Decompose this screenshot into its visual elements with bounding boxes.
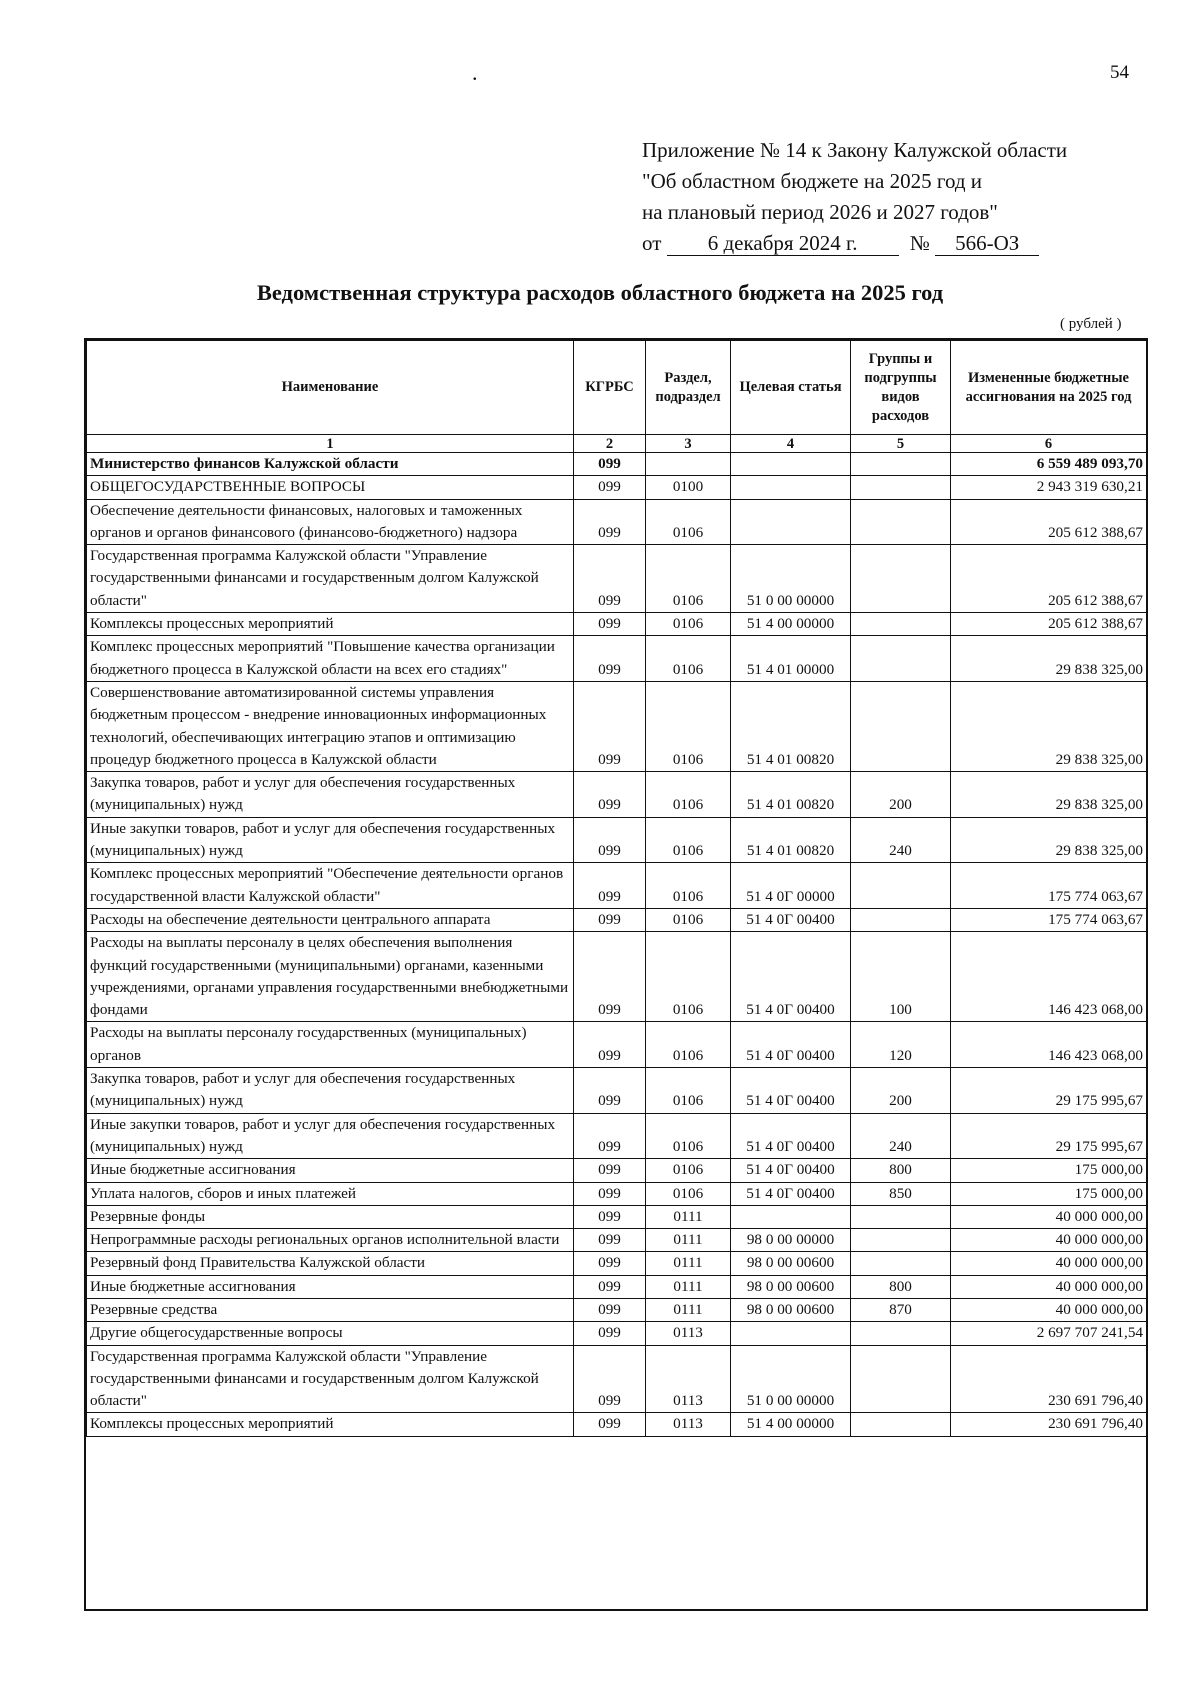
row-section: 0106: [646, 499, 731, 545]
table-row: [87, 1413, 1147, 1436]
row-amount: 40 000 000,00: [951, 1252, 1147, 1275]
row-section: 0113: [646, 1413, 731, 1436]
column-number: 2: [574, 435, 646, 453]
row-group: 240: [851, 817, 951, 863]
row-kgrbs: 099: [574, 1298, 646, 1321]
row-kgrbs: 099: [574, 499, 646, 545]
row-amount: 29 175 995,67: [951, 1113, 1147, 1159]
row-group: [851, 636, 951, 682]
row-section: 0111: [646, 1205, 731, 1228]
row-group: [851, 1252, 951, 1275]
row-kgrbs: 099: [574, 863, 646, 909]
table-row: [87, 1113, 1147, 1159]
table-row: [87, 499, 1147, 545]
row-target: 51 4 0Г 00000: [731, 863, 851, 909]
column-number: 6: [951, 435, 1147, 453]
row-target: 51 0 00 00000: [731, 1345, 851, 1413]
row-target: 98 0 00 00600: [731, 1298, 851, 1321]
row-section: 0111: [646, 1252, 731, 1275]
row-target: 51 4 01 00820: [731, 681, 851, 771]
table-row: [87, 1022, 1147, 1068]
column-number: 3: [646, 435, 731, 453]
row-group: [851, 1205, 951, 1228]
table-row: [87, 545, 1147, 613]
row-name: Расходы на обеспечение деятельности центрального аппарата: [87, 908, 574, 931]
row-kgrbs: 099: [574, 817, 646, 863]
row-amount: 205 612 388,67: [951, 499, 1147, 545]
row-kgrbs: 099: [574, 1159, 646, 1182]
row-section: 0106: [646, 932, 731, 1022]
row-group: [851, 1413, 951, 1436]
table-row: [87, 772, 1147, 818]
row-section: 0113: [646, 1345, 731, 1413]
appendix-line-3: на плановый период 2026 и 2027 годов": [642, 200, 998, 224]
row-section: 0106: [646, 545, 731, 613]
row-name: Другие общегосударственные вопросы: [87, 1322, 574, 1345]
row-name: Иные закупки товаров, работ и услуг для обеспечения государственных (муниципальных) нужд: [87, 1113, 574, 1159]
row-target: 98 0 00 00600: [731, 1275, 851, 1298]
row-name: Комплекс процессных мероприятий "Обеспечение деятельности органов государственной власти Калужской области": [87, 863, 574, 909]
row-group: [851, 613, 951, 636]
appendix-line-2: "Об областном бюджете на 2025 год и: [642, 169, 983, 193]
row-group: 200: [851, 772, 951, 818]
row-group: [851, 453, 951, 476]
row-name: Комплексы процессных мероприятий: [87, 1413, 574, 1436]
row-amount: 2 697 707 241,54: [951, 1322, 1147, 1345]
row-amount: 205 612 388,67: [951, 545, 1147, 613]
table-row: [87, 1182, 1147, 1205]
row-name: ОБЩЕГОСУДАРСТВЕННЫЕ ВОПРОСЫ: [87, 476, 574, 499]
row-name: Расходы на выплаты персоналу государственных (муниципальных) органов: [87, 1022, 574, 1068]
row-name: Министерство финансов Калужской области: [87, 453, 574, 476]
row-target: 51 4 0Г 00400: [731, 932, 851, 1022]
row-section: 0100: [646, 476, 731, 499]
row-amount: 29 838 325,00: [951, 817, 1147, 863]
row-group: 800: [851, 1159, 951, 1182]
row-section: 0106: [646, 1159, 731, 1182]
row-name: Резервные фонды: [87, 1205, 574, 1228]
row-amount: 29 838 325,00: [951, 636, 1147, 682]
row-kgrbs: 099: [574, 1182, 646, 1205]
row-target: [731, 1205, 851, 1228]
row-kgrbs: 099: [574, 908, 646, 931]
budget-table: [86, 340, 1147, 1437]
table-body: [87, 453, 1147, 1437]
row-name: Государственная программа Калужской области "Управление государственными финансами и государственным долгом Калужской области": [87, 545, 574, 613]
row-name: Совершенствование автоматизированной системы управления бюджетным процессом - внедрение инновационных информационных технологий, обеспечивающих интеграцию этапов и оптимизацию процедур бюджетного процесса в Калужской области: [87, 681, 574, 771]
law-date: 6 декабря 2024 г.: [667, 231, 899, 256]
row-target: 98 0 00 00000: [731, 1229, 851, 1252]
row-amount: 205 612 388,67: [951, 613, 1147, 636]
table-row: [87, 636, 1147, 682]
row-group: [851, 863, 951, 909]
column-number-row: [87, 435, 1147, 453]
row-amount: 29 838 325,00: [951, 772, 1147, 818]
row-section: 0106: [646, 636, 731, 682]
row-amount: 175 000,00: [951, 1159, 1147, 1182]
row-kgrbs: 099: [574, 1229, 646, 1252]
row-target: 51 4 0Г 00400: [731, 1068, 851, 1114]
row-target: [731, 476, 851, 499]
row-name: Иные бюджетные ассигнования: [87, 1159, 574, 1182]
row-group: [851, 1322, 951, 1345]
row-amount: 29 175 995,67: [951, 1068, 1147, 1114]
row-kgrbs: 099: [574, 932, 646, 1022]
row-kgrbs: 099: [574, 636, 646, 682]
row-section: 0106: [646, 613, 731, 636]
table-row: [87, 453, 1147, 476]
table-row: [87, 1205, 1147, 1228]
row-name: Иные закупки товаров, работ и услуг для обеспечения государственных (муниципальных) нужд: [87, 817, 574, 863]
row-target: [731, 499, 851, 545]
row-name: Обеспечение деятельности финансовых, налоговых и таможенных органов и органов финансового (финансово-бюджетного) надзора: [87, 499, 574, 545]
row-target: 51 4 0Г 00400: [731, 1182, 851, 1205]
table-row: [87, 817, 1147, 863]
law-number: 566-ОЗ: [935, 231, 1039, 256]
row-section: 0111: [646, 1298, 731, 1321]
row-amount: 40 000 000,00: [951, 1205, 1147, 1228]
row-kgrbs: 099: [574, 1413, 646, 1436]
row-amount: 146 423 068,00: [951, 932, 1147, 1022]
row-section: 0106: [646, 1068, 731, 1114]
row-kgrbs: 099: [574, 681, 646, 771]
row-amount: 29 838 325,00: [951, 681, 1147, 771]
row-name: Комплексы процессных мероприятий: [87, 613, 574, 636]
row-kgrbs: 099: [574, 613, 646, 636]
currency-unit: ( рублей ): [1060, 316, 1122, 332]
table-row: [87, 1275, 1147, 1298]
row-target: 51 4 0Г 00400: [731, 1159, 851, 1182]
row-amount: 2 943 319 630,21: [951, 476, 1147, 499]
row-amount: 40 000 000,00: [951, 1229, 1147, 1252]
row-kgrbs: 099: [574, 1252, 646, 1275]
row-amount: 175 774 063,67: [951, 863, 1147, 909]
table-row: [87, 1229, 1147, 1252]
header-section: Раздел, подраздел: [646, 341, 731, 435]
table-row: [87, 908, 1147, 931]
row-kgrbs: 099: [574, 1275, 646, 1298]
row-group: 120: [851, 1022, 951, 1068]
row-group: 100: [851, 932, 951, 1022]
row-target: [731, 453, 851, 476]
row-section: 0106: [646, 681, 731, 771]
column-number: 1: [87, 435, 574, 453]
row-name: Закупка товаров, работ и услуг для обеспечения государственных (муниципальных) нужд: [87, 1068, 574, 1114]
row-section: 0106: [646, 772, 731, 818]
row-target: 51 4 01 00000: [731, 636, 851, 682]
table-row: [87, 1159, 1147, 1182]
row-section: 0111: [646, 1275, 731, 1298]
row-kgrbs: 099: [574, 1113, 646, 1159]
row-target: [731, 1322, 851, 1345]
row-group: 850: [851, 1182, 951, 1205]
row-amount: 230 691 796,40: [951, 1345, 1147, 1413]
row-kgrbs: 099: [574, 1322, 646, 1345]
row-amount: 40 000 000,00: [951, 1298, 1147, 1321]
row-group: [851, 1229, 951, 1252]
appendix-header: [642, 135, 1067, 259]
header-name: Наименование: [87, 341, 574, 435]
row-name: Уплата налогов, сборов и иных платежей: [87, 1182, 574, 1205]
row-target: 51 4 0Г 00400: [731, 1113, 851, 1159]
number-label: №: [909, 231, 930, 255]
row-name: Резервный фонд Правительства Калужской области: [87, 1252, 574, 1275]
table-row: [87, 863, 1147, 909]
column-number: 4: [731, 435, 851, 453]
row-kgrbs: 099: [574, 1022, 646, 1068]
row-kgrbs: 099: [574, 772, 646, 818]
row-name: Государственная программа Калужской области "Управление государственными финансами и государственным долгом Калужской области": [87, 1345, 574, 1413]
row-section: [646, 453, 731, 476]
row-section: 0106: [646, 1182, 731, 1205]
row-kgrbs: 099: [574, 476, 646, 499]
row-target: 98 0 00 00600: [731, 1252, 851, 1275]
row-target: 51 4 01 00820: [731, 817, 851, 863]
table-row: [87, 932, 1147, 1022]
table-row: [87, 613, 1147, 636]
row-kgrbs: 099: [574, 1345, 646, 1413]
row-amount: 6 559 489 093,70: [951, 453, 1147, 476]
header-row: [87, 341, 1147, 435]
row-amount: 175 000,00: [951, 1182, 1147, 1205]
row-section: 0111: [646, 1229, 731, 1252]
from-label: от: [642, 231, 662, 255]
row-amount: 146 423 068,00: [951, 1022, 1147, 1068]
stray-dot: .: [472, 60, 478, 85]
row-group: [851, 1345, 951, 1413]
table-row: [87, 1345, 1147, 1413]
document-title: Ведомственная структура расходов областного бюджета на 2025 год: [256, 280, 944, 305]
header-kgrbs: КГРБС: [574, 341, 646, 435]
row-name: Иные бюджетные ассигнования: [87, 1275, 574, 1298]
row-kgrbs: 099: [574, 1068, 646, 1114]
row-name: Резервные средства: [87, 1298, 574, 1321]
row-section: 0106: [646, 863, 731, 909]
appendix-line-1: Приложение № 14 к Закону Калужской области: [642, 138, 1068, 162]
row-amount: 40 000 000,00: [951, 1275, 1147, 1298]
table-row: [87, 681, 1147, 771]
table-row: [87, 1252, 1147, 1275]
row-name: Комплекс процессных мероприятий "Повышение качества организации бюджетного процесса в Калужской области на всех его стадиях": [87, 636, 574, 682]
row-section: 0106: [646, 1022, 731, 1068]
row-section: 0106: [646, 1113, 731, 1159]
row-section: 0106: [646, 908, 731, 931]
table-row: [87, 1298, 1147, 1321]
table-row: [87, 476, 1147, 499]
column-number: 5: [851, 435, 951, 453]
header-target: Целевая статья: [731, 341, 851, 435]
row-name: Непрограммные расходы региональных органов исполнительной власти: [87, 1229, 574, 1252]
row-target: 51 4 00 00000: [731, 613, 851, 636]
row-amount: 175 774 063,67: [951, 908, 1147, 931]
row-kgrbs: 099: [574, 1205, 646, 1228]
row-target: 51 4 0Г 00400: [731, 1022, 851, 1068]
row-group: 870: [851, 1298, 951, 1321]
row-group: 800: [851, 1275, 951, 1298]
table-row: [87, 1322, 1147, 1345]
row-group: [851, 476, 951, 499]
row-name: Закупка товаров, работ и услуг для обеспечения государственных (муниципальных) нужд: [87, 772, 574, 818]
row-group: [851, 545, 951, 613]
header-amount: Измененные бюджетные ассигнования на 2025 год: [951, 341, 1147, 435]
header-groups: Группы и подгруппы видов расходов: [851, 341, 951, 435]
appendix-date-line: [642, 228, 1067, 259]
row-target: 51 4 01 00820: [731, 772, 851, 818]
row-amount: 230 691 796,40: [951, 1413, 1147, 1436]
page-number: 54: [1110, 62, 1129, 83]
row-target: 51 4 0Г 00400: [731, 908, 851, 931]
row-group: [851, 499, 951, 545]
row-group: [851, 681, 951, 771]
row-target: 51 0 00 00000: [731, 545, 851, 613]
row-group: 240: [851, 1113, 951, 1159]
row-section: 0106: [646, 817, 731, 863]
row-name: Расходы на выплаты персоналу в целях обеспечения выполнения функций государственными (муниципальными) органами, казенными учреждениями, органами управления государственными внебюджетными фондами: [87, 932, 574, 1022]
row-target: 51 4 00 00000: [731, 1413, 851, 1436]
table-row: [87, 1068, 1147, 1114]
row-group: [851, 908, 951, 931]
row-kgrbs: 099: [574, 545, 646, 613]
row-kgrbs: 099: [574, 453, 646, 476]
row-group: 200: [851, 1068, 951, 1114]
row-section: 0113: [646, 1322, 731, 1345]
